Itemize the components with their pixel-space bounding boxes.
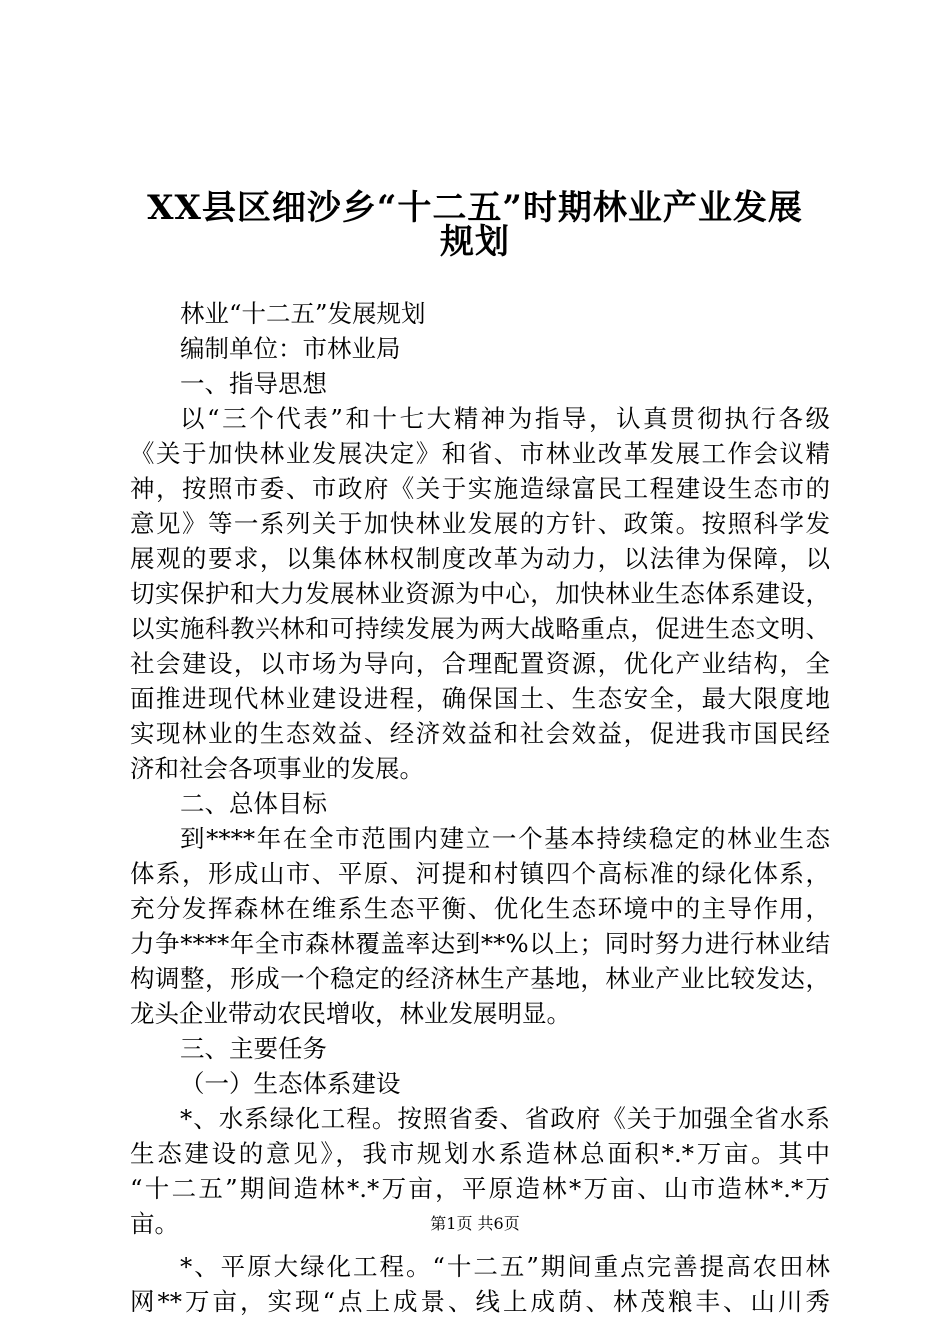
document-body [130,296,830,1319]
page-footer: 第1页 共6页 [430,1214,520,1233]
section-heading-guiding-ideology: 一、指导思想 [180,369,327,398]
section-heading-main-tasks: 三、主要任务 [180,1034,327,1063]
subsection-heading-ecosystem: （一）生态体系建设 [180,1069,401,1098]
section-heading-overall-goals: 二、总体目标 [180,789,327,818]
document-title-line-2: 规划 [440,222,510,262]
document-subtitle: 林业“十二五”发展规划 [180,299,426,328]
paragraph-line: 力争****年全市森林覆盖率达到**%以上；同时努力进行林业结 [130,929,830,958]
paragraph-line: 面推进现代林业建设进程，确保国土、生态安全，最大限度地 [130,684,830,713]
paragraph-line: 充分发挥森林在维系生态平衡、优化生态环境中的主导作用， [130,894,830,923]
paragraph-line: 神，按照市委、市政府《关于实施造绿富民工程建设生态市的 [130,474,830,503]
paragraph-line: 构调整，形成一个稳定的经济林生产基地，林业产业比较发达， [130,964,830,993]
paragraph-line: *、水系绿化工程。按照省委、省政府《关于加强全省水系 [180,1104,830,1133]
paragraph-line: 亩。 [130,1209,179,1238]
paragraph-line: 龙头企业带动农民增收，林业发展明显。 [130,999,571,1028]
paragraph-line: 到****年在全市范围内建立一个基本持续稳定的林业生态 [180,824,830,853]
document-title-line-1: XX县区细沙乡“十二五”时期林业产业发展 [147,188,803,228]
paragraph-line: 网**万亩，实现“点上成景、线上成荫、林茂粮丰、山川秀 [130,1287,830,1316]
paragraph-line: *、平原大绿化工程。“十二五”期间重点完善提高农田林 [180,1252,830,1281]
paragraph-line: 《关于加快林业发展决定》和省、市林业改革发展工作会议精 [130,439,830,468]
compiler-line: 编制单位：市林业局 [180,334,401,363]
paragraph-line: 实现林业的生态效益、经济效益和社会效益，促进我市国民经 [130,719,830,748]
paragraph-line: 济和社会各项事业的发展。 [130,754,424,783]
paragraph-line: 展观的要求，以集体林权制度改革为动力，以法律为保障，以 [130,544,830,573]
paragraph-line: 生态建设的意见》，我市规划水系造林总面积*.*万亩。其中 [130,1139,830,1168]
paragraph-line: 以“三个代表”和十七大精神为指导，认真贯彻执行各级 [180,404,830,433]
paragraph-line: 体系，形成山市、平原、河提和村镇四个高标准的绿化体系， [130,859,830,888]
paragraph-line: 以实施科教兴林和可持续发展为两大战略重点，促进生态文明、 [130,614,830,643]
paragraph-line: 切实保护和大力发展林业资源为中心，加快林业生态体系建设， [130,579,830,608]
paragraph-line: 社会建设，以市场为导向，合理配置资源，优化产业结构，全 [130,649,830,678]
paragraph-line: 意见》等一系列关于加快林业发展的方针、政策。按照科学发 [130,509,830,538]
paragraph-line: “十二五”期间造林*.*万亩，平原造林*万亩、山市造林*.*万 [130,1174,830,1203]
